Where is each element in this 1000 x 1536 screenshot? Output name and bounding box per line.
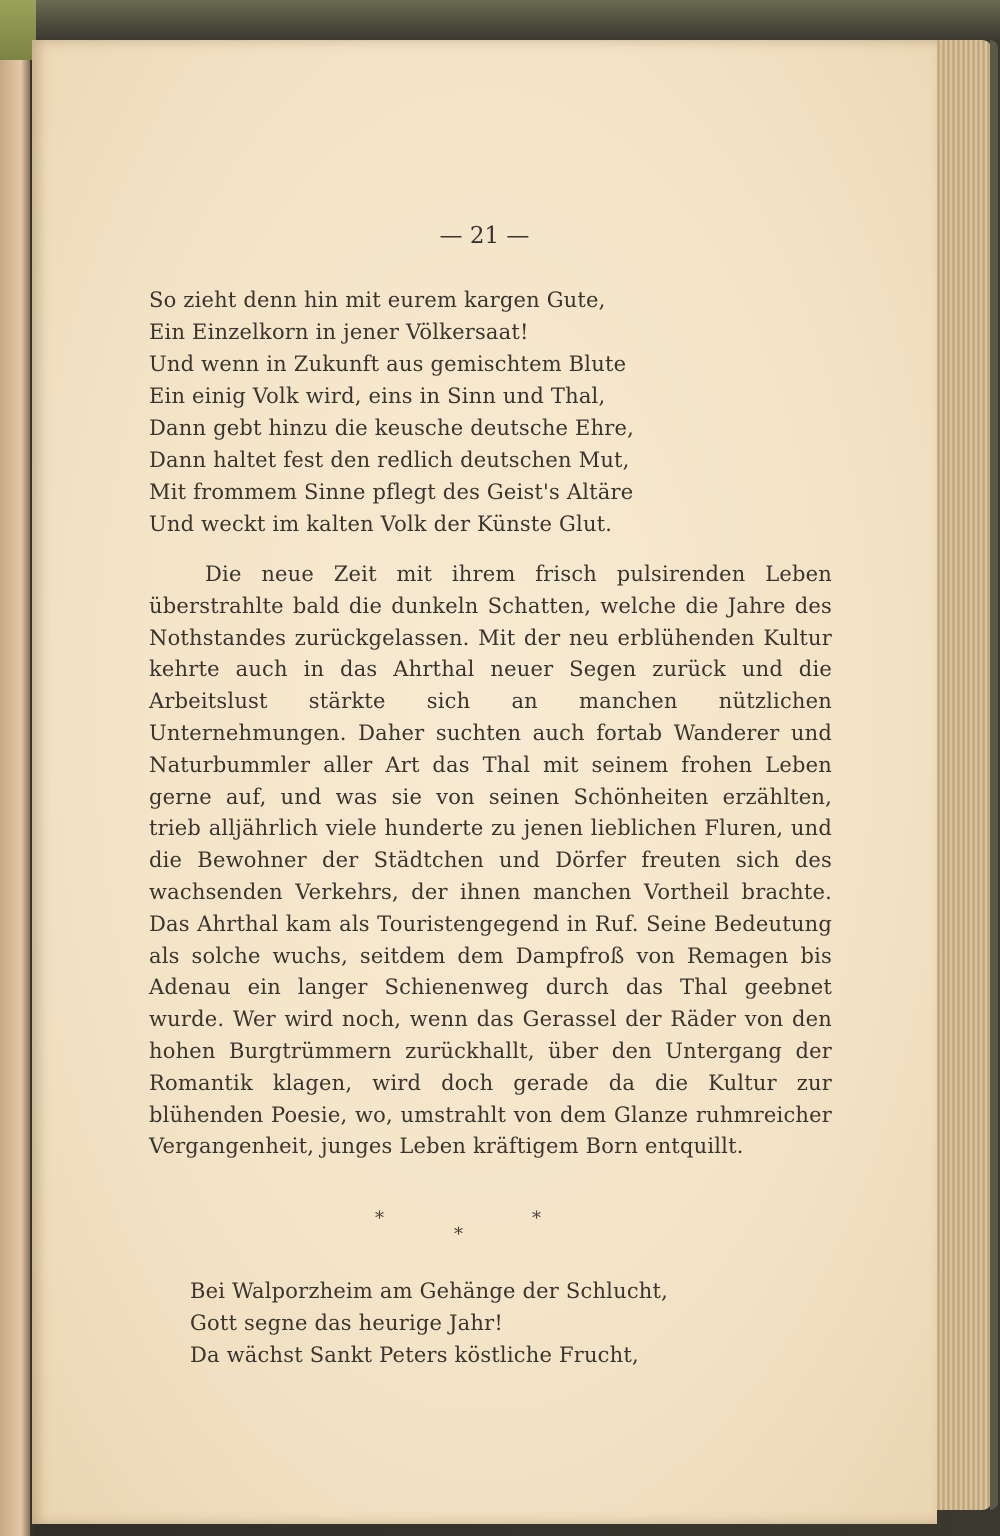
poem-one <box>149 284 832 540</box>
bookmark-ribbon <box>0 0 36 60</box>
poem-line: So zieht denn hin mit eurem kargen Gute, <box>149 288 606 312</box>
poem-line: Gott segne das heurige Jahr! <box>190 1311 503 1335</box>
poem-line: Ein einig Volk wird, eins in Sinn und Thal, <box>149 384 606 408</box>
poem-line: Ein Einzelkorn in jener Völkersaat! <box>149 320 529 344</box>
section-separator <box>32 1208 937 1248</box>
poem-line: Bei Walporzheim am Gehänge der Schlucht, <box>190 1279 669 1303</box>
asterisk-mark: * <box>375 1208 384 1229</box>
book-page <box>32 40 937 1524</box>
asterisk-mark: * <box>532 1208 541 1229</box>
asterisk-mark: * <box>454 1224 463 1245</box>
poem-line: Mit frommem Sinne pflegt des Geist's Altäre <box>149 480 634 504</box>
page-number: — 21 — <box>439 223 530 249</box>
poem-line: Und weckt im kalten Volk der Künste Glut. <box>149 512 613 536</box>
poem-line: Dann gebt hinzu die keusche deutsche Ehre, <box>149 416 635 440</box>
poem-line: Dann haltet fest den redlich deutschen Mut, <box>149 448 630 472</box>
facing-page-edge <box>0 60 30 1536</box>
poem-line: Da wächst Sankt Peters köstliche Frucht, <box>190 1343 639 1367</box>
book-cover-top <box>0 0 1000 40</box>
page-block-edges <box>930 40 992 1510</box>
body-paragraph: Die neue Zeit mit ihrem frisch pulsirenden Leben überstrahlte bald die dunkeln Schatten, welche die Jahre des Nothstandes zurückgelassen. Mit der neu erblühenden Kultur kehrte auch in das Ahrthal neuer Segen zurück und die Arbeitslust stärkte sich an manchen nützlichen Unternehmungen. Daher suchten auch fortab Wanderer und Naturbummler aller Art das Thal mit seinem frohen Leben gerne auf, und was sie von seinen Schönheiten erzählten, trieb alljährlich viele hunderte zu jenen lieblichen Fluren, und die Bewohner der Städtchen und Dörfer freuten sich des wachsenden Verkehrs, der ihnen manchen Vortheil brachte. Das Ahrthal kam als Touristengegend in Ruf. Seine Bedeutung als solche wuchs, seitdem dem Dampfroß von Remagen bis Adenau ein langer Schienenweg durch das Thal geebnet wurde. Wer wird noch, wenn das Gerassel der Räder von den hohen Burgtrümmern zurückhallt, über den Untergang der Romantik klagen, wird doch gerade da die Kultur zur blühenden Poesie, wo, umstrahlt von dem Glanze ruhmreicher Vergangenheit, junges Leben kräftigem Born entquillt. <box>149 562 832 1159</box>
poem-line: Und wenn in Zukunft aus gemischtem Blute <box>149 352 627 376</box>
poem-two <box>190 1275 810 1371</box>
